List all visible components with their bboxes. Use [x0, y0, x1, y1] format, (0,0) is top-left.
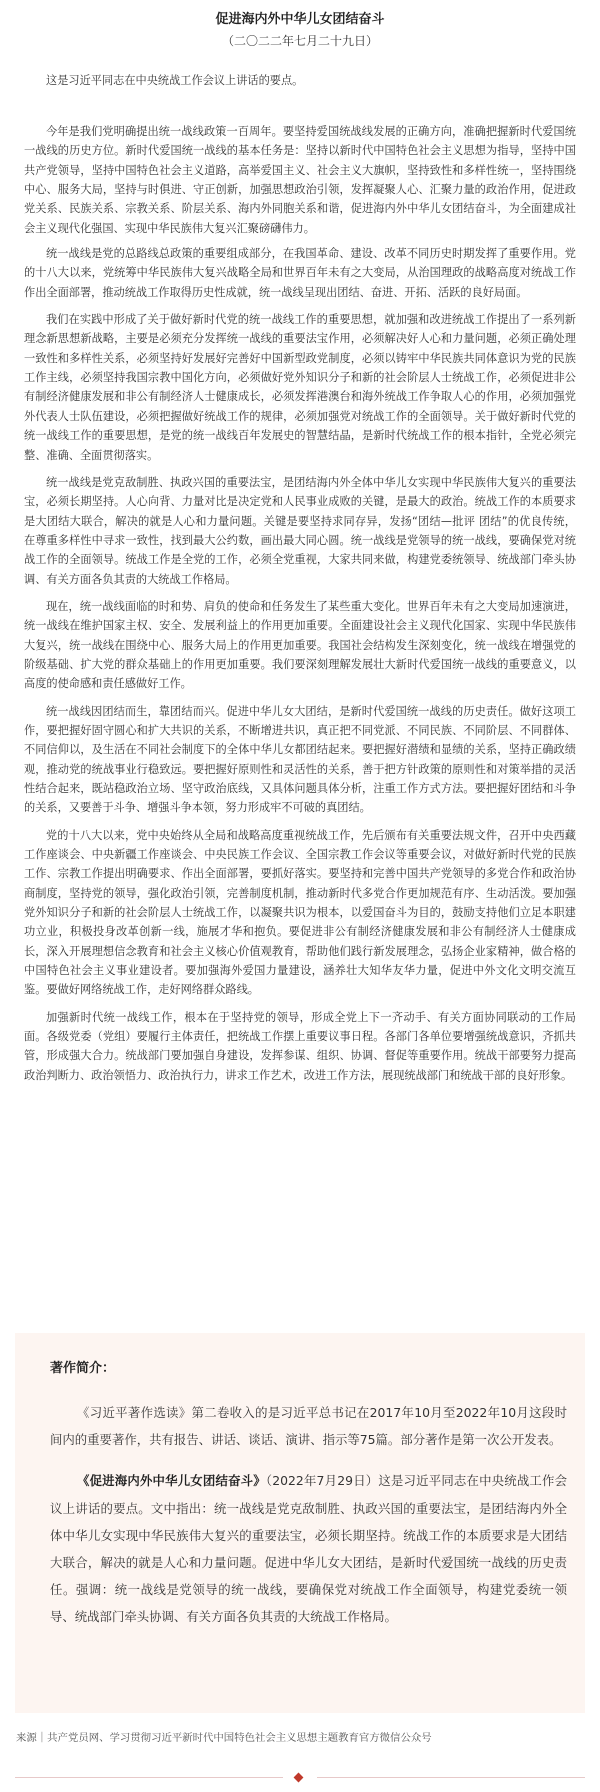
paragraph: 统一战线是党克敌制胜、执政兴国的重要法宝，是团结海内外全体中华儿女实现中华民族伟大复兴的重要法宝，必须长期坚持。人心向背、力量对比是决定党和人民事业成败的关键，是最大的政治。统战工作的本质要求是大团结大联合，解决的就是人心和力量问题。关键是要坚持求同存异，发扬“团结—批评 团结”的优良传统，在尊重多样性中寻求一致性，找到最大公约数，画出最大同心圆。统一战线是党领导的统一战线，要确保党对统战工作的全面领导。统战工作是全党的工作，必须全党重视，大家共同来做，构建党委统领导、统战部门牵头协调、有关方面各负其责的大统战工作格局。: [24, 475, 576, 586]
work-intro-card: [15, 1333, 585, 1713]
article-title: 促进海内外中华儿女团结奋斗: [215, 12, 385, 27]
source-line: 来源｜共产党员网、学习贯彻习近平新时代中国特色社会主义思想主题教育官方微信公众号: [16, 1732, 432, 1744]
card-work-title: 《促进海内外中华儿女团结奋斗》: [77, 1473, 266, 1489]
article: [24, 10, 576, 1093]
article-intro: 这是习近平同志在中央统战工作会议上讲话的要点。: [46, 74, 304, 87]
diamond-icon: [294, 1773, 304, 1783]
card-paragraph: [50, 1467, 567, 1630]
paragraph: 统一战线因团结而生，靠团结而兴。促进中华儿女大团结，是新时代爱国统一战线的历史责任。做好这项工作，要把握好固守圆心和扩大共识的关系，不断增进共识，真正把不同党派、不同民族、不同阶层、不同群体、不同信仰以，及生活在不同社会制度下的全体中华儿女都团结起来。要把握好潜绩和显绩的关系，坚持正确政绩观，推动党的统战事业行稳致远。要把握好原则性和灵活性的关系，善于把方针政策的原则性和对策举措的灵活性结合起来，既站稳政治立场、坚守政治底线，又具体问题具体分析，注重工作方式方法。要把握好团结和斗争的关系，又要善于斗争、增强斗争本领，努力形成牢不可破的真团结。: [24, 704, 576, 815]
card-paragraph: 《习近平著作选读》第二卷收入的是习近平总书记在2017年10月至2022年10月这段时间内的重要著作，共有报告、讲话、谈话、演讲、指示等75篇。部分著作是第一次公开发表。: [50, 1405, 567, 1448]
article-date: （二〇二二年七月二十九日）: [221, 34, 378, 48]
article-body: [24, 122, 576, 1085]
paragraph: 统一战线是党的总路线总政策的重要组成部分，在我国革命、建设、改革不同历史时期发挥了重要作用。党的十八大以来，党统筹中华民族伟大复兴战略全局和世界百年未有之大变局，从治国理政的战略高度对统战工作作出全面部署，推动统战工作取得历史性成就，统一战线呈现出团结、奋进、开拓、活跃的良好局面。: [24, 247, 576, 299]
paragraph: 党的十八大以来，党中央始终从全局和战略高度重视统战工作，先后颁布有关重要法规文件，召开中央西藏工作座谈会、中央新疆工作座谈会、中央民族工作会议、全国宗教工作会议等重要会议，对做好新时代党的民族工作、宗教工作提出明确要求、作出全面部署，要抓好落实。要坚持和完善中国共产党领导的多党合作和政治协商制度，坚持党的领导，强化政治引领，完善制度机制，推动新时代多党合作更加规范有序、生动活泼。要加强党外知识分子和新的社会阶层人士统战工作，以凝聚共识为根本，以爱国奋斗为目的，鼓励支持他们立足本职建功立业，积极投身改革创新一线，施展才华和抱负。要促进非公有制经济健康发展和非公有制经济人士健康成长，深入开展理想信念教育和社会主义核心价值观教育，帮助他们践行新发展理念，弘扬企业家精神，做合格的中国特色社会主义事业建设者。要加强海外爱国力量建设，涵养壮大知华友华力量，促进中外文化文明交流互鉴。要做好网络统战工作，走好网络群众路线。: [24, 828, 576, 997]
paragraph: 加强新时代统一战线工作，根本在于坚持党的领导，形成全党上下一齐动手、有关方面协同联动的工作局面。各级党委（党组）要履行主体责任，把统战工作摆上重要议事日程。各部门各单位要增强统战意识，齐抓共管，形成强大合力。统战部门要加强自身建设，发挥参谋、组织、协调、督促等重要作用。统战干部要努力提高政治判断力、政治领悟力、政治执行力，讲求工作艺术，改进工作方法，展现统战部门和统战干部的良好形象。: [24, 1010, 576, 1082]
paragraph: 现在，统一战线面临的时和势、肩负的使命和任务发生了某些重大变化。世界百年未有之大变局加速演进，统一战线在维护国家主权、安全、发展利益上的作用更加重要。全面建设社会主义现代化国家、实现中华民族伟大复兴，统一战线在围绕中心、服务大局上的作用更加重要。我国社会结构发生深刻变化，统一战线在增强党的阶级基础、扩大党的群众基础上的作用更加重要。我们要深刻理解发展壮大新时代爱国统一战线的重要意义，以高度的使命感和责任感做好工作。: [24, 599, 576, 691]
card-label: 著作简介：: [50, 1361, 116, 1376]
footer-divider: [15, 1773, 585, 1783]
paragraph: 我们在实践中形成了关于做好新时代党的统一战线工作的重要思想，就加强和改进统战工作提出了一系列新理念新思想新战略，主要是必须充分发挥统一战线的重要法宝作用，必须解决好人心和力量问题，必须正确处理一致性和多样性关系，必须坚持好发展好完善好中国新型政党制度，必须以铸牢中华民族共同体意识为党的民族工作主线，必须坚持我国宗教中国化方向，必须做好党外知识分子和新的社会阶层人士统战工作，必须促进非公有制经济健康发展和非公有制经济人士健康成长，必须发挥港澳台和海外统战工作争取人心的作用，必须加强党外代表人士队伍建设，必须把握做好统战工作的规律，必须加强党对统战工作的全面领导。关于做好新时代党的统一战线工作的重要思想，是党的统一战线百年发展史的智慧结晶，是新时代统战工作的根本指针，全党必须完整、准确、全面贯彻落实。: [24, 313, 576, 462]
card-work-summary: （2022年7月29日）这是习近平同志在中央统战工作会议上讲话的要点。文中指出：统一战线是党克敌制胜、执政兴国的重要法宝，是团结海内外全体中华儿女实现中华民族伟大复兴的重要法宝，必须长期坚持。统战工作的本质要求是大团结大联合，解决的就是人心和力量问题。促进中华儿女大团结，是新时代爱国统一战线的历史责任。强调：统一战线是党领导的统一战线，要确保党对统战工作全面领导，构建党委统一领导、统战部门牵头协调、有关方面各负其责的大统战工作格局。: [50, 1473, 568, 1625]
divider-line: [317, 1777, 585, 1778]
divider-line: [15, 1777, 283, 1778]
paragraph: 今年是我们党明确提出统一战线政策一百周年。要坚持爱国统战线发展的正确方向，准确把握新时代爱国统一战线的历史方位。新时代爱国统一战线的基本任务是：坚持以新时代中国特色社会主义思想为指导，坚持中国共产党领导，坚持中国特色社会主义道路，高举爱国主义、社会主义大旗帜，坚持致性和多样性统一，坚持围绕中心、服务大局，坚持与时俱进、守正创新，加强思想政治引领，发挥凝聚人心、汇聚力量的政治作用，促进政党关系、民族关系、宗教关系、阶层关系、海内外同胞关系和谐，促进海内外中华儿女团结奋斗，为全面建成社会主义现代化强国、实现中华民族伟大复兴汇聚磅礴伟力。: [24, 125, 576, 235]
